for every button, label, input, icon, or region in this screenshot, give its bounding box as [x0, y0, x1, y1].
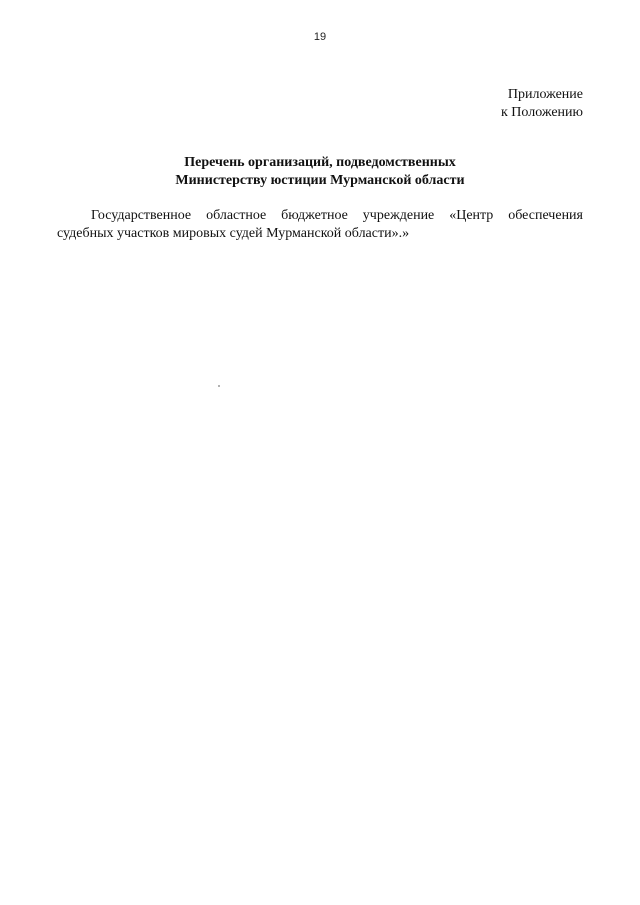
document-title — [0, 154, 640, 190]
page-number: 19 — [313, 31, 327, 43]
document-body — [57, 207, 583, 243]
appendix-header — [501, 86, 583, 122]
appendix-line-2: к Положению — [500, 105, 583, 120]
appendix-line-1: Приложение — [507, 87, 583, 102]
title-line-1: Перечень организаций, подведомственных — [184, 155, 456, 170]
body-paragraph: Государственное областное бюджетное учреждение «Центр обеспечения судебных участков мировых судей Мурманской области».» — [57, 208, 583, 241]
title-line-2: Министерству юстиции Мурманской области — [175, 173, 465, 188]
scan-speck — [218, 385, 220, 387]
